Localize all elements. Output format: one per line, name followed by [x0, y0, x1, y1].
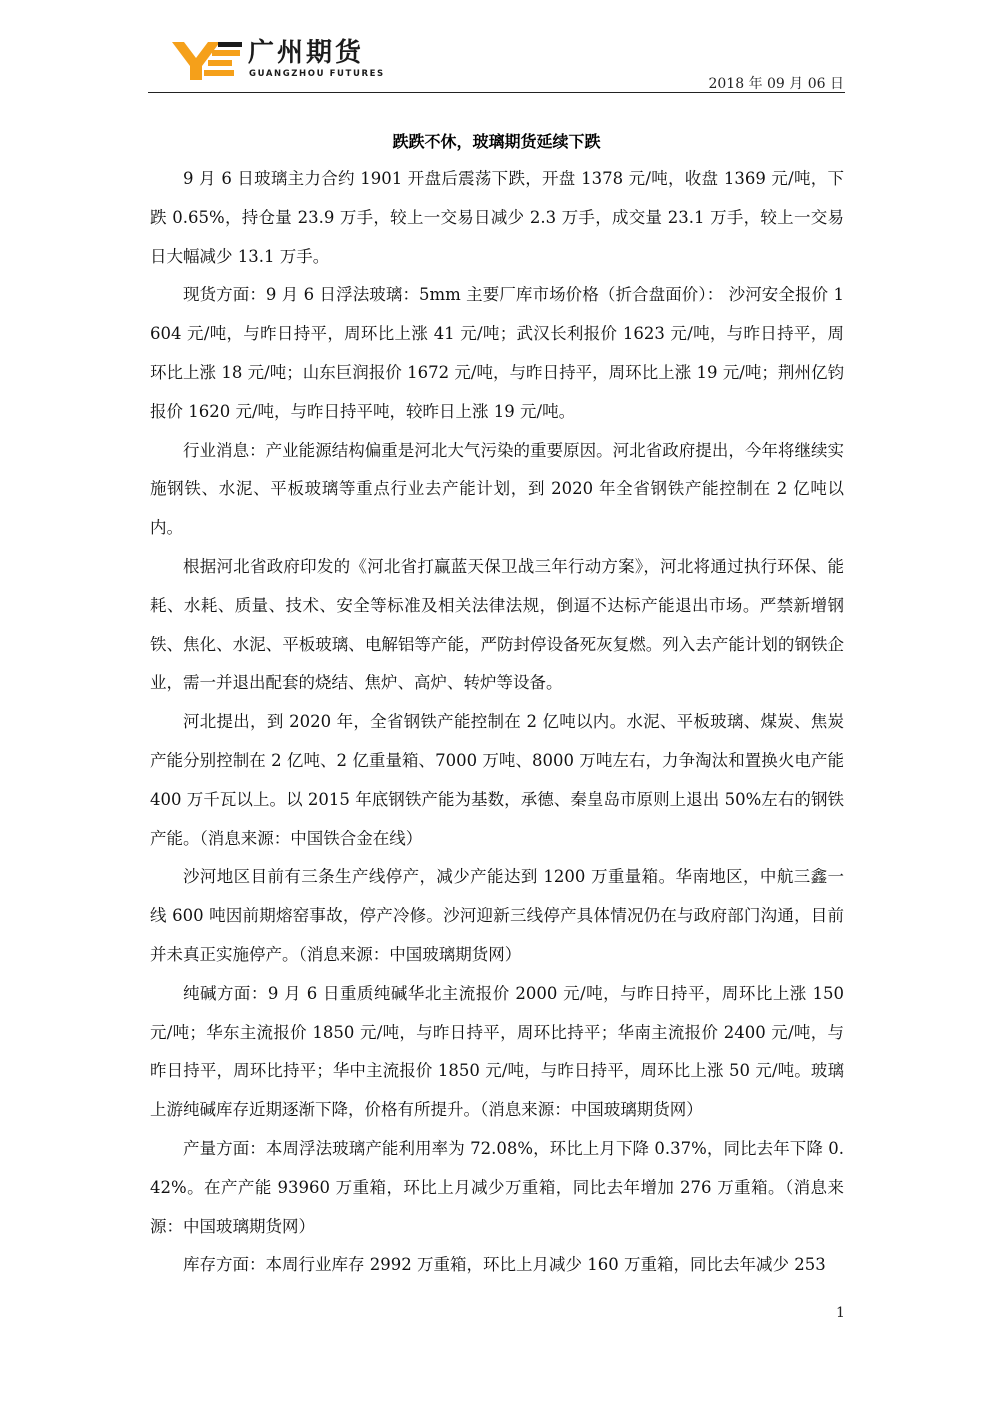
paragraph-soda-ash: 纯碱方面：9 月 6 日重质纯碱华北主流报价 2000 元/吨，与昨日持平，周环比上涨 150 元/吨；华东主流报价 1850 元/吨，与昨日持平，周环比持平；华南主流报价 2400 元/吨，与昨日持平，周环比持平；华中主流报价 1850 元/吨，与昨日持平，周环比上涨 50 元/吨。玻璃上游纯碱库存近期逐渐下降，价格有所提升。（消息来源：中国玻璃期货网） [150, 983, 844, 1120]
paragraph-spot-prices: 现货方面：9 月 6 日浮法玻璃：5mm 主要厂库市场价格（折合盘面价）： 沙河安全报价 1604 元/吨，与昨日持平，周环比上涨 41 元/吨；武汉长利报价 1623 元/吨，与昨日持平，周环比上涨 18 元/吨；山东巨润报价 1672 元/吨，与昨日持平，周环比上涨 19 元/吨；荆州亿钧报价 1620 元/吨，与昨日持平吨，较昨日上涨 19 元/吨。 [150, 285, 844, 421]
page-header [0, 0, 992, 100]
article-body [150, 160, 844, 1285]
article-title: 跌跌不休，玻璃期货延续下跌 [392, 132, 601, 151]
company-logo [172, 38, 385, 84]
paragraph-hebei-plan: 根据河北省政府印发的《河北省打赢蓝天保卫战三年行动方案》，河北将通过执行环保、能耗、水耗、质量、技术、安全等标准及相关法律法规，倒逼不达标产能退出市场。严禁新增钢铁、焦化、水泥、平板玻璃、电解铝等产能，严防封停设备死灰复燃。列入去产能计划的钢铁企业，需一并退出配套的烧结、焦炉、高炉、转炉等设备。 [150, 556, 844, 693]
paragraph-shahe-production: 沙河地区目前有三条生产线停产，减少产能达到 1200 万重量箱。华南地区，中航三鑫一线 600 吨因前期熔窑事故，停产冷修。沙河迎新三线停产具体情况仍在与政府部门沟通，目前并未真正实施停产。（消息来源：中国玻璃期货网） [150, 867, 844, 964]
report-date: 2018 年 09 月 06 日 [708, 76, 844, 92]
page-number: 1 [836, 1305, 845, 1321]
paragraph-hebei-targets: 河北提出，到 2020 年，全省钢铁产能控制在 2 亿吨以内。水泥、平板玻璃、煤炭、焦炭产能分别控制在 2 亿吨、2 亿重量箱、7000 万吨、8000 万吨左右，力争淘汰和置换火电产能 400 万千瓦以上。以 2015 年底钢铁产能为基数，承德、秦皇岛市原则上退出 50%左右的钢铁产能。（消息来源：中国铁合金在线） [150, 712, 844, 848]
logo-mark-icon [172, 38, 246, 82]
logo-chinese-name: 广州期货 [248, 38, 365, 68]
logo-english-name: GUANGZHOU FUTURES [249, 69, 385, 79]
paragraph-market-summary: 9 月 6 日玻璃主力合约 1901 开盘后震荡下跌，开盘 1378 元/吨，收盘 1369 元/吨，下跌 0.65%，持仓量 23.9 万手，较上一交易日减少 2.3 万手，成交量 23.1 万手，较上一交易日大幅减少 13.1 万手。 [150, 169, 844, 266]
paragraph-industry-news: 行业消息：产业能源结构偏重是河北大气污染的重要原因。河北省政府提出，今年将继续实施钢铁、水泥、平板玻璃等重点行业去产能计划，到 2020 年全省钢铁产能控制在 2 亿吨以内。 [150, 440, 844, 538]
paragraph-inventory: 库存方面：本周行业库存 2992 万重箱，环比上月减少 160 万重箱，同比去年减少 253 [183, 1255, 826, 1275]
header-divider [148, 92, 845, 93]
paragraph-output: 产量方面：本周浮法玻璃产能利用率为 72.08%，环比上月下降 0.37%，同比去年下降 0.42%。在产产能 93960 万重箱，环比上月减少万重箱，同比去年增加 276 万重箱。（消息来源：中国玻璃期货网） [150, 1138, 844, 1236]
